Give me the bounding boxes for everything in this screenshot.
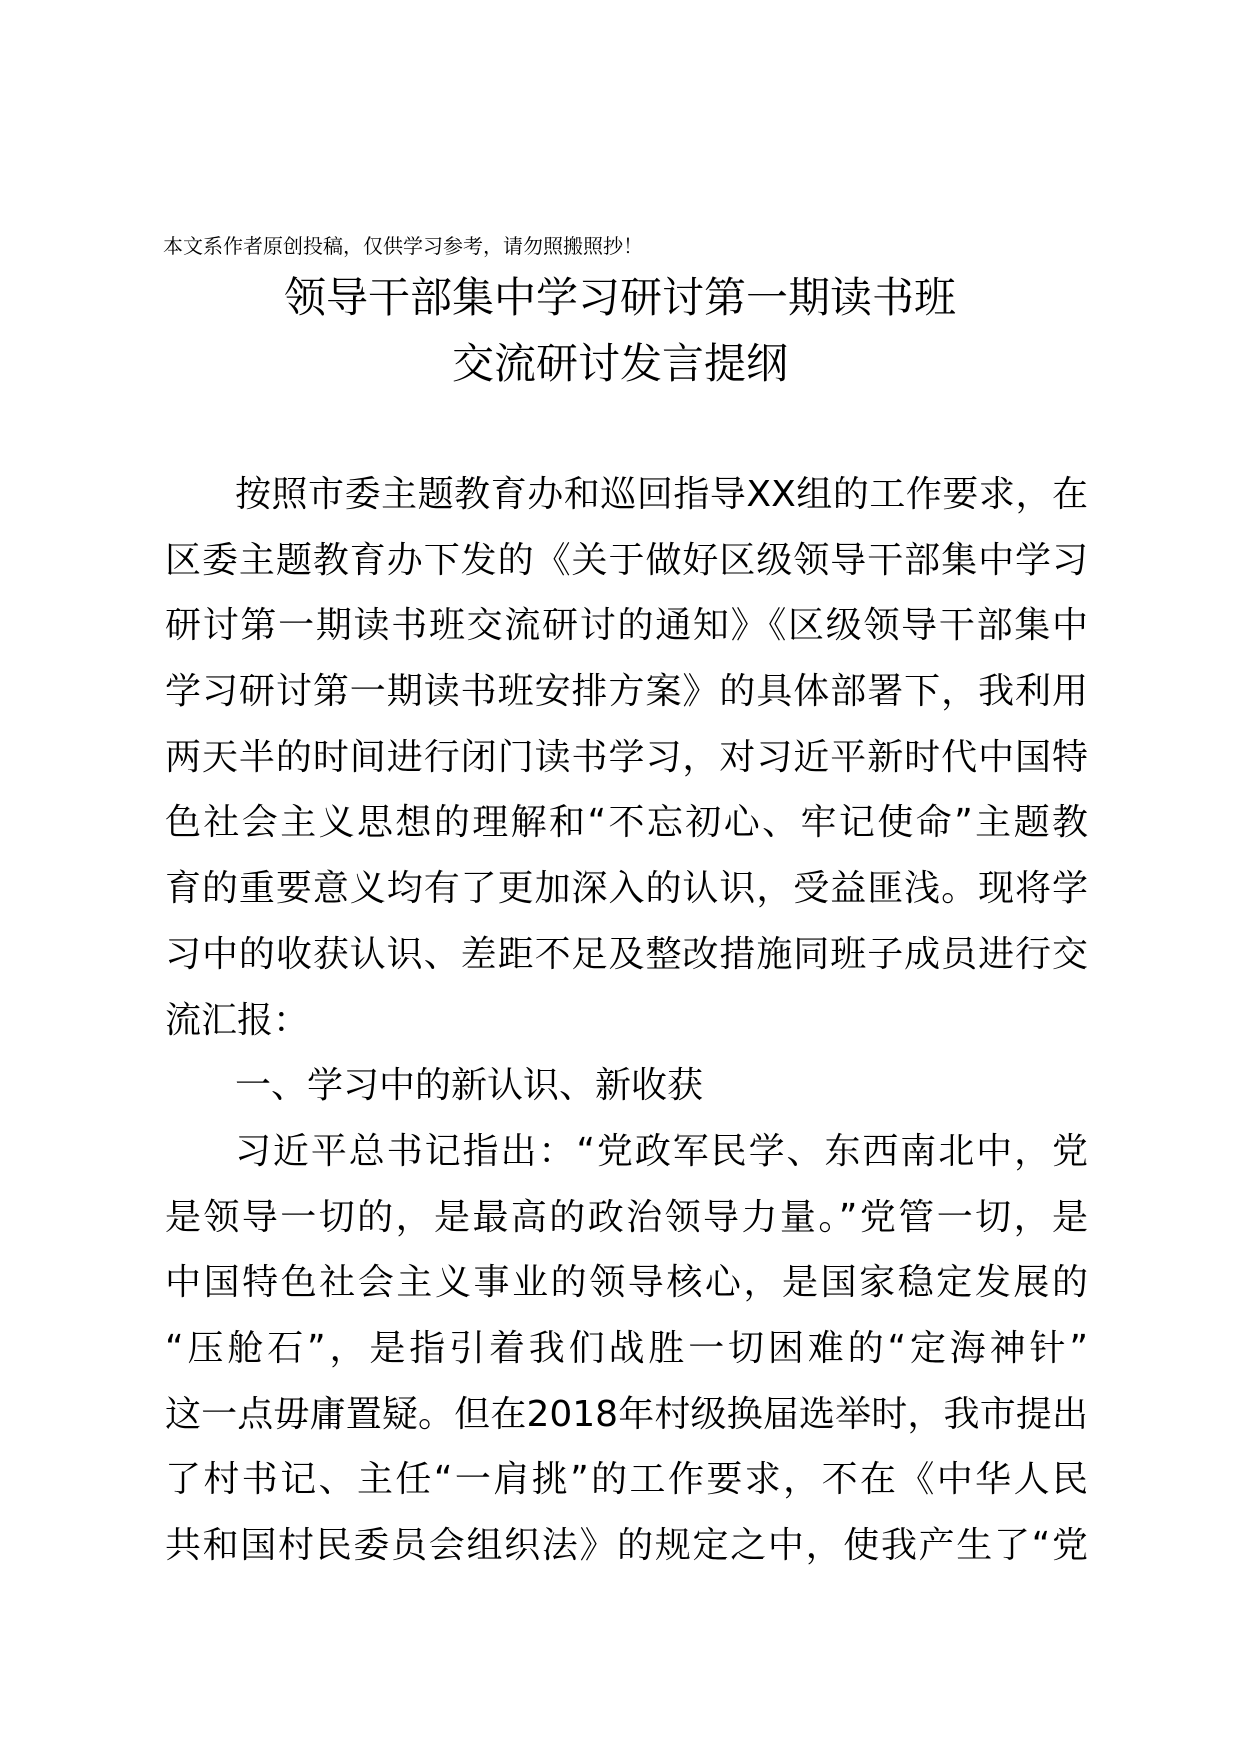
text-line: 研讨第一期读书班交流研讨的通知》《区级领导干部集中 — [165, 605, 1088, 647]
text-line: 了村书记、主任“一肩挑”的工作要求，不在《中华人民 — [165, 1459, 1088, 1501]
text-line: 是领导一切的，是最高的政治领导力量。”党管一切，是 — [165, 1196, 1088, 1238]
document-body — [165, 462, 1088, 1579]
copyright-note: 本文系作者原创投稿，仅供学习参考，请勿照搬照抄！ — [163, 234, 643, 258]
document-title-line-1: 领导干部集中学习研讨第一期读书班 — [283, 273, 956, 322]
text-line: 共和国村民委员会组织法》的规定之中，使我产生了“党 — [165, 1525, 1088, 1566]
text-line: 习中的收获认识、差距不足及整改措施同班子成员进行交 — [165, 933, 1088, 975]
section-heading: 一、学习中的新认识、新收获 — [235, 1065, 704, 1107]
text-line: 育的重要意义均有了更加深入的认识，受益匪浅。现将学 — [165, 868, 1088, 910]
text-line: 两天半的时间进行闭门读书学习，对习近平新时代中国特 — [165, 736, 1088, 778]
paragraph-section-1 — [165, 1119, 1088, 1579]
text-line: 中国特色社会主义事业的领导核心，是国家稳定发展的 — [165, 1262, 1088, 1304]
paragraph-intro — [165, 462, 1088, 1053]
text-line: 区委主题教育办下发的《关于做好区级领导干部集中学习 — [165, 539, 1088, 581]
text-line: 习近平总书记指出：“党政军民学、东西南北中，党 — [235, 1130, 1088, 1172]
document-title-line-2: 交流研讨发言提纲 — [451, 339, 788, 388]
text-line: 这一点毋庸置疑。但在2018年村级换届选举时，我市提出 — [165, 1393, 1088, 1435]
text-line: 流汇报： — [165, 999, 310, 1041]
text-line: 色社会主义思想的理解和“不忘初心、牢记使命”主题教 — [165, 802, 1088, 844]
text-line: “压舱石”，是指引着我们战胜一切困难的“定海神针” — [165, 1327, 1088, 1369]
text-line: 按照市委主题教育办和巡回指导XX组的工作要求，在 — [235, 474, 1088, 515]
text-line: 学习研讨第一期读书班安排方案》的具体部署下，我利用 — [165, 671, 1088, 713]
